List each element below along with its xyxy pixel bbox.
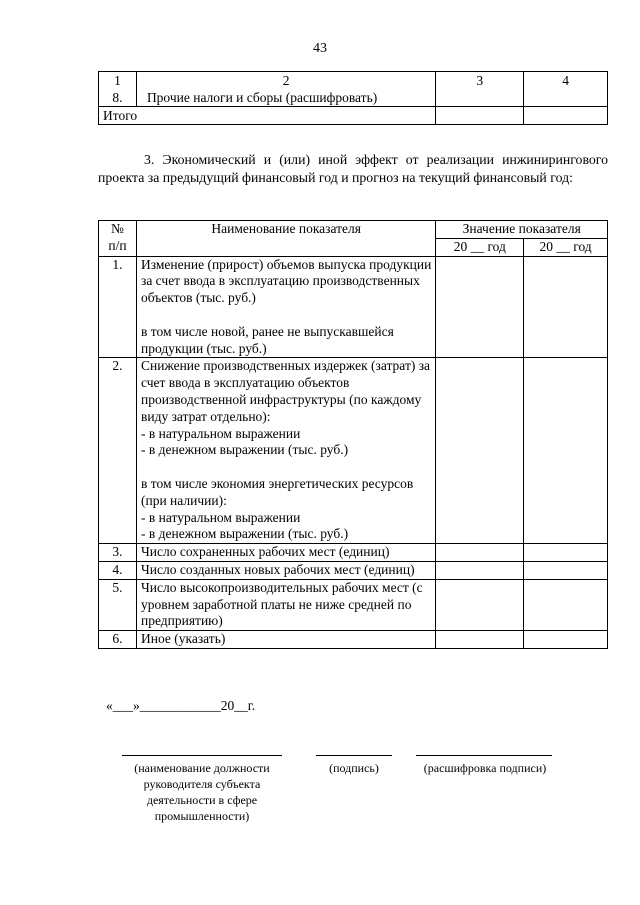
table-cell-num: [99, 72, 137, 107]
total-label: Итого: [99, 107, 436, 125]
table-cell-name: [136, 72, 435, 107]
table-row: [99, 561, 608, 579]
signature-caption: (подпись): [329, 761, 379, 775]
row-value-2: [524, 256, 608, 358]
header-col-2: 2: [282, 73, 290, 88]
row-number: 6.: [99, 631, 137, 649]
row-name: Прочие налоги и сборы (расшифровать): [146, 90, 378, 105]
header-col-3: 3: [436, 72, 524, 107]
header-year-2: 20 __ год: [524, 238, 608, 256]
table-row-total: [99, 107, 608, 125]
row-number: 2.: [99, 358, 137, 544]
total-value-2: [524, 107, 608, 125]
position-caption: (наименование должности руководителя субъекта деятельности в сфере промышленности): [134, 761, 270, 823]
decoding-caption: (расшифровка подписи): [423, 761, 547, 775]
taxes-table: [98, 71, 608, 125]
row-value-1: [436, 561, 524, 579]
row-text: Изменение (прирост) объемов выпуска продукции за счет ввода в эксплуатацию производственных объектов (тыс. руб.) в том числе новой, ранее не выпускавшейся продукции (тыс. руб.): [136, 256, 435, 358]
table-row: [99, 544, 608, 562]
header-col-4: 4: [524, 72, 608, 107]
row-value-2: [524, 561, 608, 579]
section-3-paragraph: 3. Экономический и (или) иной эффект от реализации инжинирингового проекта за предыдущий финансовый год и прогноз на текущий финансовый год:: [98, 152, 608, 185]
row-value-1: [436, 256, 524, 358]
row-number: 8.: [112, 90, 123, 105]
row-value-1: [436, 358, 524, 544]
header-value: Значение показателя: [436, 221, 608, 239]
row-value-1: [436, 544, 524, 562]
row-value-2: [524, 358, 608, 544]
row-value-1: [436, 579, 524, 630]
row-text: Иное (указать): [136, 631, 435, 649]
page-number: 43: [313, 41, 327, 56]
row-number: 3.: [99, 544, 137, 562]
table-header-row: [99, 221, 608, 239]
row-value-1: [436, 631, 524, 649]
table-row: [99, 72, 608, 107]
table-row: [99, 358, 608, 544]
date-line: «___»____________20__г.: [106, 698, 256, 713]
header-num: № п/п: [99, 221, 137, 257]
row-text: Снижение производственных издержек (затрат) за счет ввода в эксплуатацию объектов производственной инфраструктуры (по каждому виду затрат отдельно): - в натуральном выражении - в денежном выражении (тыс. руб.) в том числе экономия энергетических ресурсов (при наличии): - в натуральном выражении - в денежном выражении (тыс. руб.): [136, 358, 435, 544]
row-value-2: [524, 544, 608, 562]
table-row: [99, 256, 608, 358]
table-row: [99, 579, 608, 630]
row-number: 5.: [99, 579, 137, 630]
table-row: [99, 631, 608, 649]
total-value-1: [436, 107, 524, 125]
row-text: Число созданных новых рабочих мест (единиц): [136, 561, 435, 579]
position-signature-line: [122, 755, 282, 756]
decoding-signature-line: [416, 755, 552, 756]
header-year-1: 20 __ год: [436, 238, 524, 256]
row-number: 1.: [99, 256, 137, 358]
row-number: 4.: [99, 561, 137, 579]
row-text: Число сохраненных рабочих мест (единиц): [136, 544, 435, 562]
header-col-1: 1: [114, 73, 121, 88]
header-name: Наименование показателя: [136, 221, 435, 257]
row-text: Число высокопроизводительных рабочих мест (с уровнем заработной платы не ниже средней по предприятию): [136, 579, 435, 630]
signature-line: [316, 755, 392, 756]
economic-effect-table: [98, 220, 608, 649]
row-value-2: [524, 631, 608, 649]
row-value-2: [524, 579, 608, 630]
